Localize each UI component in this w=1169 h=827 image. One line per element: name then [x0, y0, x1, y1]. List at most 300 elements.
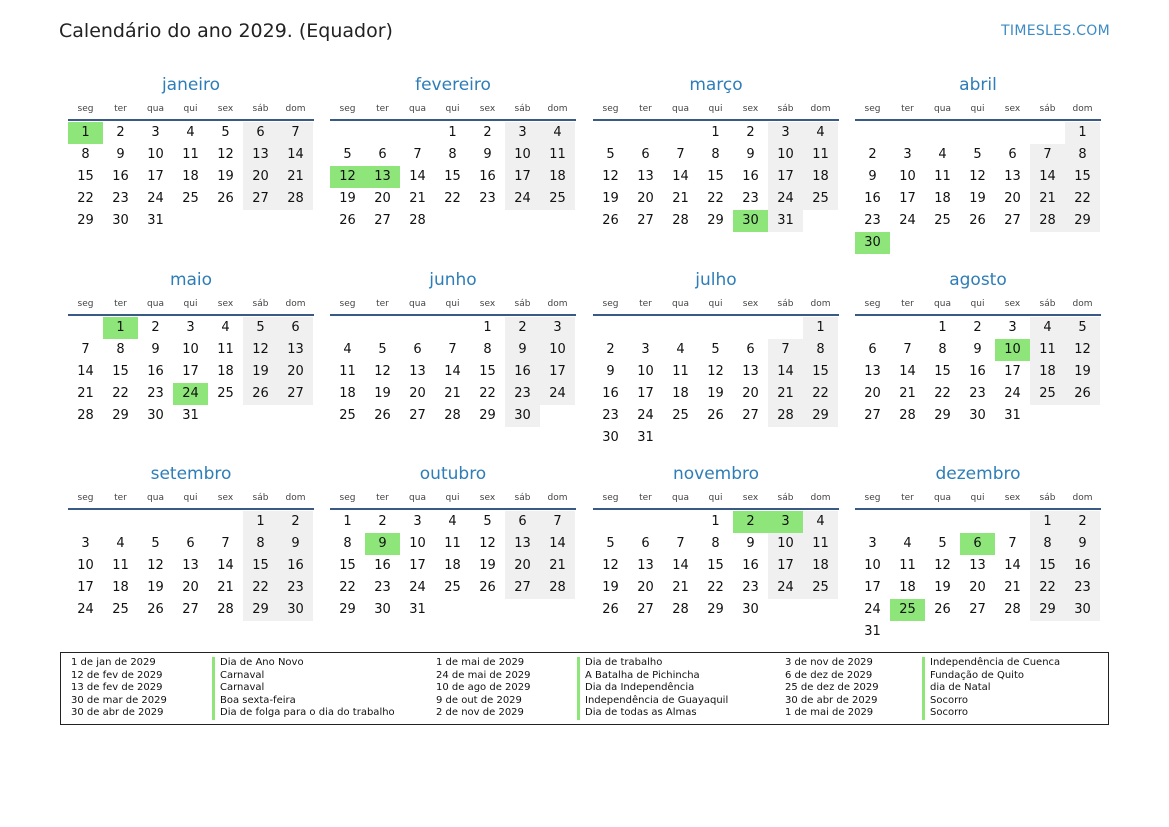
empty-cell [663, 511, 698, 533]
month-name: março [689, 75, 743, 95]
day-cell: 20 [182, 580, 199, 595]
header-rule [855, 119, 1101, 121]
day-cell: 30 [278, 599, 313, 621]
header-rule [330, 508, 576, 510]
day-cell: 2 [116, 125, 125, 140]
day-cell: 19 [374, 386, 391, 401]
day-cell: 14 [1030, 166, 1065, 188]
day-cell: 19 [602, 191, 619, 206]
day-grid [855, 511, 1100, 643]
day-cell: 24 [1004, 386, 1021, 401]
day-cell: 13 [182, 558, 199, 573]
day-cell: 21 [1004, 580, 1021, 595]
weekday-label: seg [339, 299, 356, 309]
day-cell: 3 [1008, 320, 1017, 335]
day-cell: 26 [243, 383, 278, 405]
day-cell: 21 [899, 386, 916, 401]
day-cell: 12 [243, 339, 278, 361]
day-cell: 25 [444, 580, 461, 595]
day-cell: 7 [278, 122, 313, 144]
empty-cell [698, 317, 733, 339]
header-rule [330, 314, 576, 316]
day-cell: 23 [1065, 577, 1100, 599]
day-cell: 13 [278, 339, 313, 361]
day-cell: 9 [746, 147, 755, 162]
day-cell: 22 [707, 191, 724, 206]
day-cell: 8 [711, 147, 720, 162]
day-cell: 29 [112, 408, 129, 423]
weekday-label: sáb [777, 104, 794, 114]
day-cell: 16 [479, 169, 496, 184]
weekday-label: seg [77, 104, 94, 114]
day-cell: 12 [479, 536, 496, 551]
day-cell: 9 [505, 339, 540, 361]
weekday-label: ter [639, 299, 652, 309]
legend-row [436, 682, 728, 695]
month-name: novembro [672, 464, 760, 484]
day-cell: 19 [969, 191, 986, 206]
day-cell: 29 [707, 602, 724, 617]
day-cell: 18 [672, 386, 689, 401]
header-rule [593, 314, 839, 316]
day-cell: 9 [151, 342, 160, 357]
header-rule [855, 314, 1101, 316]
weekday-label: sex [1004, 104, 1021, 114]
day-cell: 21 [278, 166, 313, 188]
day-cell: 30 [1065, 599, 1100, 621]
holiday-day-cell: 1 [103, 317, 138, 339]
day-cell: 10 [409, 536, 426, 551]
month-name: maio [169, 270, 213, 290]
weekday-label: qua [409, 493, 426, 503]
day-cell: 26 [602, 602, 619, 617]
day-cell: 28 [217, 602, 234, 617]
day-cell: 30 [742, 602, 759, 617]
day-cell: 14 [768, 361, 803, 383]
day-cell: 14 [278, 144, 313, 166]
legend-row [436, 695, 728, 708]
holiday-day-cell: 3 [768, 511, 803, 533]
day-cell: 30 [147, 408, 164, 423]
day-cell: 22 [444, 191, 461, 206]
legend-row [785, 670, 1060, 683]
day-cell: 16 [374, 558, 391, 573]
weekday-label: qua [409, 104, 426, 114]
day-cell: 5 [243, 317, 278, 339]
weekday-label: sex [217, 493, 234, 503]
day-cell: 4 [221, 320, 230, 335]
weekday-label: ter [901, 299, 914, 309]
empty-cell [330, 317, 365, 339]
empty-cell [890, 317, 925, 339]
weekday-label: sáb [1039, 104, 1056, 114]
weekday-label: qua [934, 493, 951, 503]
weekday-label: seg [602, 493, 619, 503]
day-grid [330, 122, 575, 232]
weekday-label: seg [602, 104, 619, 114]
holiday-day-cell: 6 [960, 533, 995, 555]
legend-date: 1 de mai de 2029 [785, 707, 874, 718]
weekday-label: ter [376, 299, 389, 309]
weekday-label: seg [864, 104, 881, 114]
month-name: janeiro [161, 75, 221, 95]
day-cell: 8 [1065, 144, 1100, 166]
day-cell: 5 [221, 125, 230, 140]
holiday-day-cell: 25 [890, 599, 925, 621]
day-cell: 8 [1030, 533, 1065, 555]
day-cell: 5 [711, 342, 720, 357]
weekday-label: sex [742, 299, 759, 309]
day-cell: 19 [479, 558, 496, 573]
month-2 [593, 70, 839, 232]
day-cell: 29 [1065, 210, 1100, 232]
day-cell: 10 [540, 339, 575, 361]
day-cell: 29 [934, 408, 951, 423]
day-cell: 11 [217, 342, 234, 357]
day-cell: 26 [969, 213, 986, 228]
day-cell: 19 [243, 361, 278, 383]
legend-holiday-name: Carnaval [212, 670, 264, 683]
day-cell: 25 [934, 213, 951, 228]
legend-date: 1 de mai de 2029 [436, 657, 525, 668]
day-cell: 27 [742, 408, 759, 423]
weekday-label: qui [445, 493, 460, 503]
weekday-label: sex [479, 104, 496, 114]
day-grid [593, 122, 838, 232]
day-cell: 28 [672, 213, 689, 228]
day-cell: 19 [147, 580, 164, 595]
day-cell: 23 [479, 191, 496, 206]
site-link[interactable]: TIMESLES.COM [1001, 23, 1110, 39]
day-cell: 5 [151, 536, 160, 551]
day-cell: 12 [147, 558, 164, 573]
day-cell: 21 [540, 555, 575, 577]
day-cell: 9 [868, 169, 877, 184]
day-cell: 27 [637, 602, 654, 617]
empty-cell [995, 511, 1030, 533]
day-cell: 10 [637, 364, 654, 379]
weekday-header [593, 297, 839, 311]
legend-column [436, 657, 728, 720]
weekday-header [68, 102, 314, 116]
day-cell: 25 [540, 188, 575, 210]
day-cell: 30 [112, 213, 129, 228]
month-name: julho [695, 270, 737, 290]
header-rule [330, 119, 576, 121]
day-cell: 16 [742, 558, 759, 573]
day-cell: 15 [77, 169, 94, 184]
day-cell: 20 [374, 191, 391, 206]
weekday-label: ter [114, 299, 127, 309]
day-cell: 5 [1065, 317, 1100, 339]
day-cell: 12 [969, 169, 986, 184]
day-cell: 18 [217, 364, 234, 379]
day-cell: 29 [479, 408, 496, 423]
day-cell: 11 [112, 558, 129, 573]
day-cell: 17 [505, 166, 540, 188]
day-cell: 24 [540, 383, 575, 405]
day-cell: 7 [540, 511, 575, 533]
day-cell: 15 [339, 558, 356, 573]
weekday-label: ter [639, 493, 652, 503]
day-cell: 22 [339, 580, 356, 595]
day-cell: 28 [1030, 210, 1065, 232]
day-cell: 9 [973, 342, 982, 357]
empty-cell [768, 317, 803, 339]
legend-date: 9 de out de 2029 [436, 694, 522, 706]
day-cell: 2 [505, 317, 540, 339]
day-cell: 12 [217, 147, 234, 162]
legend-date: 30 de abr de 2029 [785, 694, 878, 706]
empty-cell [103, 511, 138, 533]
day-grid [330, 511, 575, 621]
day-cell: 21 [444, 386, 461, 401]
day-cell: 4 [343, 342, 352, 357]
day-cell: 5 [938, 536, 947, 551]
empty-cell [925, 122, 960, 144]
weekday-header [855, 297, 1101, 311]
day-cell: 15 [803, 361, 838, 383]
month-9 [330, 459, 576, 621]
month-0 [68, 70, 314, 232]
day-cell: 15 [243, 555, 278, 577]
day-grid [68, 122, 313, 232]
day-cell: 6 [641, 147, 650, 162]
header-rule [68, 119, 314, 121]
day-cell: 4 [938, 147, 947, 162]
day-cell: 24 [147, 191, 164, 206]
day-cell: 14 [672, 169, 689, 184]
day-cell: 29 [803, 405, 838, 427]
legend-holiday-name: Socorro [922, 707, 968, 720]
day-cell: 25 [112, 602, 129, 617]
month-name: junho [429, 270, 477, 290]
empty-cell [68, 317, 103, 339]
legend-date: 12 de fev de 2029 [71, 669, 163, 681]
day-cell: 10 [864, 558, 881, 573]
empty-cell [138, 511, 173, 533]
day-cell: 20 [637, 580, 654, 595]
weekday-label: seg [77, 299, 94, 309]
day-cell: 21 [672, 580, 689, 595]
day-cell: 9 [278, 533, 313, 555]
weekday-label: dom [1072, 493, 1093, 503]
day-cell: 2 [483, 125, 492, 140]
day-cell: 26 [374, 408, 391, 423]
day-cell: 4 [803, 122, 838, 144]
legend-date: 6 de dez de 2029 [785, 669, 873, 681]
weekday-label: sáb [514, 104, 531, 114]
weekday-label: sex [217, 299, 234, 309]
day-cell: 8 [938, 342, 947, 357]
legend-holiday-name: Dia de Ano Novo [212, 657, 304, 670]
holiday-day-cell: 9 [365, 533, 400, 555]
month-1 [330, 70, 576, 232]
empty-cell [593, 511, 628, 533]
day-cell: 15 [934, 364, 951, 379]
day-cell: 5 [973, 147, 982, 162]
empty-cell [925, 511, 960, 533]
day-cell: 7 [221, 536, 230, 551]
weekday-label: qui [708, 299, 723, 309]
month-11 [855, 459, 1101, 643]
month-name: abril [959, 75, 997, 95]
day-cell: 11 [672, 364, 689, 379]
day-cell: 22 [1030, 577, 1065, 599]
holiday-day-cell: 1 [68, 122, 103, 144]
weekday-label: qui [445, 299, 460, 309]
weekday-label: dom [810, 493, 831, 503]
weekday-label: sáb [1039, 493, 1056, 503]
day-grid [855, 317, 1100, 427]
weekday-label: dom [547, 299, 568, 309]
holiday-legend [60, 652, 1109, 725]
empty-cell [663, 122, 698, 144]
day-cell: 12 [934, 558, 951, 573]
day-cell: 7 [448, 342, 457, 357]
day-cell: 13 [742, 364, 759, 379]
day-cell: 11 [339, 364, 356, 379]
day-cell: 16 [1065, 555, 1100, 577]
day-cell: 30 [602, 430, 619, 445]
day-cell: 1 [938, 320, 947, 335]
day-cell: 31 [1004, 408, 1021, 423]
weekday-label: dom [285, 493, 306, 503]
month-name: outubro [419, 464, 487, 484]
day-cell: 8 [803, 339, 838, 361]
day-cell: 21 [768, 383, 803, 405]
weekday-label: seg [864, 493, 881, 503]
day-cell: 14 [540, 533, 575, 555]
day-cell: 16 [112, 169, 129, 184]
day-cell: 13 [969, 558, 986, 573]
day-cell: 26 [217, 191, 234, 206]
day-cell: 8 [483, 342, 492, 357]
day-cell: 27 [969, 602, 986, 617]
day-cell: 14 [1004, 558, 1021, 573]
day-grid [855, 122, 1100, 254]
empty-cell [68, 511, 103, 533]
day-cell: 25 [217, 386, 234, 401]
weekday-label: dom [547, 493, 568, 503]
day-cell: 5 [378, 342, 387, 357]
day-cell: 17 [540, 361, 575, 383]
holiday-day-cell: 13 [365, 166, 400, 188]
day-cell: 9 [483, 147, 492, 162]
day-cell: 19 [934, 580, 951, 595]
legend-row [436, 707, 728, 720]
empty-cell [593, 122, 628, 144]
weekday-label: sex [1004, 299, 1021, 309]
day-cell: 26 [479, 580, 496, 595]
day-cell: 7 [676, 536, 685, 551]
day-cell: 1 [483, 320, 492, 335]
day-cell: 29 [1030, 599, 1065, 621]
day-cell: 31 [147, 213, 164, 228]
day-cell: 27 [278, 383, 313, 405]
empty-cell [173, 511, 208, 533]
day-cell: 15 [479, 364, 496, 379]
day-cell: 1 [448, 125, 457, 140]
legend-date: 25 de dez de 2029 [785, 682, 879, 693]
day-cell: 23 [374, 580, 391, 595]
day-cell: 9 [1065, 533, 1100, 555]
day-cell: 15 [112, 364, 129, 379]
day-cell: 7 [1030, 144, 1065, 166]
legend-holiday-name: Dia de trabalho [577, 657, 662, 670]
weekday-label: ter [114, 104, 127, 114]
day-cell: 24 [77, 602, 94, 617]
day-cell: 11 [1030, 339, 1065, 361]
day-cell: 17 [768, 555, 803, 577]
day-cell: 29 [243, 599, 278, 621]
holiday-day-cell: 12 [330, 166, 365, 188]
month-name: setembro [150, 464, 232, 484]
day-cell: 27 [374, 213, 391, 228]
day-cell: 23 [969, 386, 986, 401]
weekday-label: dom [1072, 299, 1093, 309]
day-cell: 18 [899, 580, 916, 595]
weekday-label: sex [479, 299, 496, 309]
day-cell: 28 [77, 408, 94, 423]
day-cell: 9 [746, 536, 755, 551]
day-cell: 15 [1030, 555, 1065, 577]
day-cell: 23 [505, 383, 540, 405]
day-cell: 17 [637, 386, 654, 401]
empty-cell [995, 122, 1030, 144]
day-cell: 8 [343, 536, 352, 551]
day-cell: 2 [151, 320, 160, 335]
weekday-header [68, 491, 314, 505]
day-cell: 15 [1065, 166, 1100, 188]
day-cell: 6 [378, 147, 387, 162]
weekday-label: seg [77, 493, 94, 503]
weekday-label: qua [147, 493, 164, 503]
weekday-label: seg [339, 104, 356, 114]
day-grid [68, 511, 313, 621]
day-cell: 27 [1004, 213, 1021, 228]
day-cell: 1 [1065, 122, 1100, 144]
day-cell: 16 [505, 361, 540, 383]
day-cell: 2 [378, 514, 387, 529]
weekday-label: qua [147, 104, 164, 114]
holiday-day-cell: 24 [173, 383, 208, 405]
day-cell: 11 [803, 533, 838, 555]
legend-holiday-name: dia de Natal [922, 682, 991, 695]
weekday-header [593, 102, 839, 116]
weekday-label: qua [147, 299, 164, 309]
day-cell: 21 [672, 191, 689, 206]
day-cell: 1 [711, 125, 720, 140]
day-cell: 28 [278, 188, 313, 210]
day-cell: 22 [243, 577, 278, 599]
day-cell: 5 [483, 514, 492, 529]
day-cell: 15 [444, 169, 461, 184]
day-cell: 14 [444, 364, 461, 379]
weekday-label: sex [742, 104, 759, 114]
legend-row [71, 670, 395, 683]
weekday-header [330, 491, 576, 505]
day-cell: 18 [339, 386, 356, 401]
day-cell: 6 [413, 342, 422, 357]
day-cell: 18 [1030, 361, 1065, 383]
weekday-label: sáb [514, 493, 531, 503]
weekday-label: sáb [252, 493, 269, 503]
day-grid [593, 511, 838, 621]
day-cell: 27 [637, 213, 654, 228]
day-cell: 10 [182, 342, 199, 357]
day-cell: 25 [182, 191, 199, 206]
